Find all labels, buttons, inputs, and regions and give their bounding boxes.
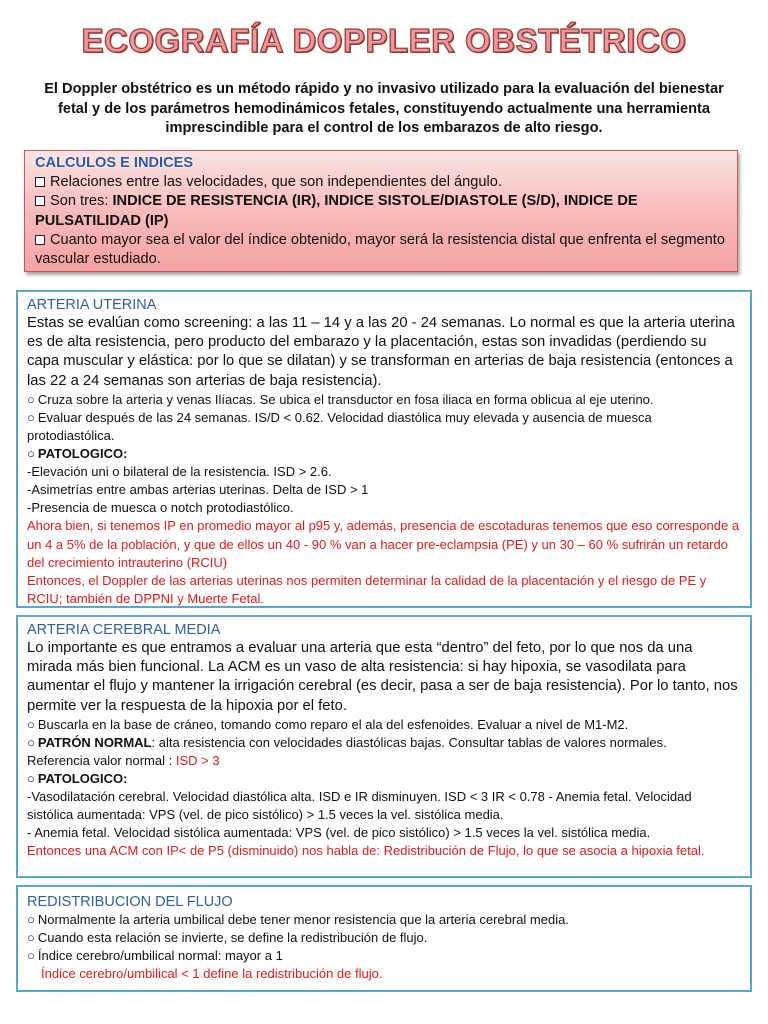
section-paragraph: Estas se evalúan como screening: a las 11 – 14 y a las 20 - 24 semanas. Lo normal es que la arteria uterina es de alta resistencia, pero producto del embarazo y la placentación, estas son invadidas (perdiendo su capa muscular y elástica: por lo que se dilatan) y se transforman en arterias de baja resistencia (entonces a las 22 a 24 semanas son arterias de baja resistencia). bbox=[27, 315, 735, 389]
circle-bullet-icon: ○ bbox=[27, 930, 35, 946]
circle-bullet-icon: ○ bbox=[27, 734, 35, 750]
patologico-item: -Presencia de muesca o notch protodiastólico. bbox=[27, 500, 294, 516]
bullet-item: ○ Cuando esta relación se invierte, se define la redistribución de flujo. bbox=[27, 930, 428, 946]
page-title: ECOGRAFÍA DOPPLER OBSTÉTRICO bbox=[81, 22, 687, 59]
circle-bullet-icon: ○ bbox=[27, 716, 35, 732]
highlight-note: Entonces, el Doppler de las arterias uterinas nos permiten determinar la calidad de la placentación y el riesgo de PE y RCIU; también de DPPNI y Muerte Fetal. bbox=[27, 572, 707, 606]
calculos-title: CALCULOS E INDICES bbox=[35, 155, 194, 171]
highlight-note: Ahora bien, si tenemos IP en promedio mayor al p95 y, además, presencia de escotaduras tenemos que eso corresponde a un 4 a 5% de la población, y que de ellos un 40 - 90 % van a hacer pre-eclampsia (PE) y un 30 – 60 % sufrirán un retardo del crecimiento intrauterino (RCIU) bbox=[27, 518, 740, 570]
bullet-item: ○ Normalmente la arteria umbilical debe tener menor resistencia que la arteria cerebral media. bbox=[27, 912, 569, 927]
redistribucion-section bbox=[16, 885, 752, 992]
circle-bullet-icon: ○ bbox=[27, 391, 35, 407]
checkbox-bullet-icon bbox=[35, 235, 45, 245]
bullet-item: ○ Cruza sobre la arteria y venas Ilíacas. Se ubica el transductor en fosa iliaca en forma oblicua al eje uterino. bbox=[27, 391, 654, 407]
patron-normal-item: ○ PATRÓN NORMAL: alta resistencia con velocidades diastólicas bajas. Consultar tablas de valores normales. bbox=[27, 734, 667, 750]
circle-bullet-icon: ○ bbox=[27, 409, 35, 425]
section-title: ARTERIA CEREBRAL MEDIA bbox=[27, 622, 221, 638]
intro-paragraph: El Doppler obstétrico es un método rápido y no invasivo utilizado para la evaluación del bienestar fetal y de los parámetros hemodinámicos fetales, constituyendo actualmente una herramienta imprescindible para el control de los embarazos de alto riesgo. bbox=[44, 81, 724, 136]
highlight-note: Entonces una ACM con IP< de P5 (disminuido) nos habla de: Redistribución de Flujo, lo que se asocia a hipoxia fetal. bbox=[27, 843, 705, 859]
patologico-heading: ○ PATOLOGICO: bbox=[27, 446, 128, 462]
patologico-item: - Anemia fetal. Velocidad sistólica aumentada: VPS (vel. de pico sistólico) > 1.5 veces la vel. sistólica media. bbox=[27, 825, 651, 841]
patologico-heading: ○ PATOLOGICO: bbox=[27, 771, 128, 787]
circle-bullet-icon: ○ bbox=[27, 912, 35, 927]
calculos-item: Son tres: INDICE DE RESISTENCIA (IR), INDICE SISTOLE/DIASTOLE (S/D), INDICE DE PULSATILIDAD (IP) bbox=[35, 193, 638, 229]
reference-value: Referencia valor normal : ISD > 3 bbox=[27, 753, 220, 768]
calculos-box bbox=[24, 150, 738, 272]
circle-bullet-icon: ○ bbox=[27, 446, 35, 462]
highlight-note: Índice cerebro/umbilical < 1 define la redistribución de flujo. bbox=[41, 966, 383, 982]
calculos-item: Relaciones entre las velocidades, que son independientes del ángulo. bbox=[35, 173, 727, 192]
checkbox-bullet-icon bbox=[35, 177, 45, 187]
section-title: REDISTRIBUCION DEL FLUJO bbox=[27, 894, 233, 910]
circle-bullet-icon: ○ bbox=[27, 948, 35, 964]
section-paragraph: Lo importante es que entramos a evaluar una arteria que esta “dentro” del feto, por lo que nos da una mirada más bien funcional. La ACM es un vaso de alta resistencia: si hay hipoxia, se vasodilata para aumentar el flujo y mantener la irrigación cerebral (es decir, pasa a ser de baja resistencia). Por lo tanto, nos permite ver la respuesta de la hipoxia por el feto. bbox=[27, 640, 738, 714]
patologico-item: -Asimetrías entre ambas arterias uterinas. Delta de ISD > 1 bbox=[27, 482, 369, 498]
checkbox-bullet-icon bbox=[35, 196, 45, 206]
patologico-item: -Vasodilatación cerebral. Velocidad diastólica alta. ISD e IR disminuyen. ISD < 3 IR < 0.78 - Anemia fetal. Velocidad sistólica aumentada: VPS (vel. de pico sistólico) > 1.5 veces la vel. sistólica media. bbox=[27, 789, 692, 823]
arteria-uterina-section bbox=[16, 290, 752, 608]
calculos-item: Cuanto mayor sea el valor del índice obtenido, mayor será la resistencia distal que enfrenta el segmento vascular estudiado. bbox=[35, 231, 725, 268]
bullet-item: ○ Evaluar después de las 24 semanas. IS/D < 0.62. Velocidad diastólica muy elevada y ausencia de muesca protodiastólica. bbox=[27, 409, 652, 443]
bullet-item: ○ Buscarla en la base de cráneo, tomando como reparo el ala del esfenoides. Evaluar a nivel de M1-M2. bbox=[27, 716, 629, 732]
patologico-item: -Elevación uni o bilateral de la resistencia. ISD > 2.6. bbox=[27, 464, 332, 480]
circle-bullet-icon: ○ bbox=[27, 771, 35, 787]
section-title: ARTERIA UTERINA bbox=[27, 297, 157, 313]
bullet-item: ○ Índice cerebro/umbilical normal: mayor a 1 bbox=[27, 948, 283, 964]
arteria-cerebral-media-section bbox=[16, 615, 752, 878]
